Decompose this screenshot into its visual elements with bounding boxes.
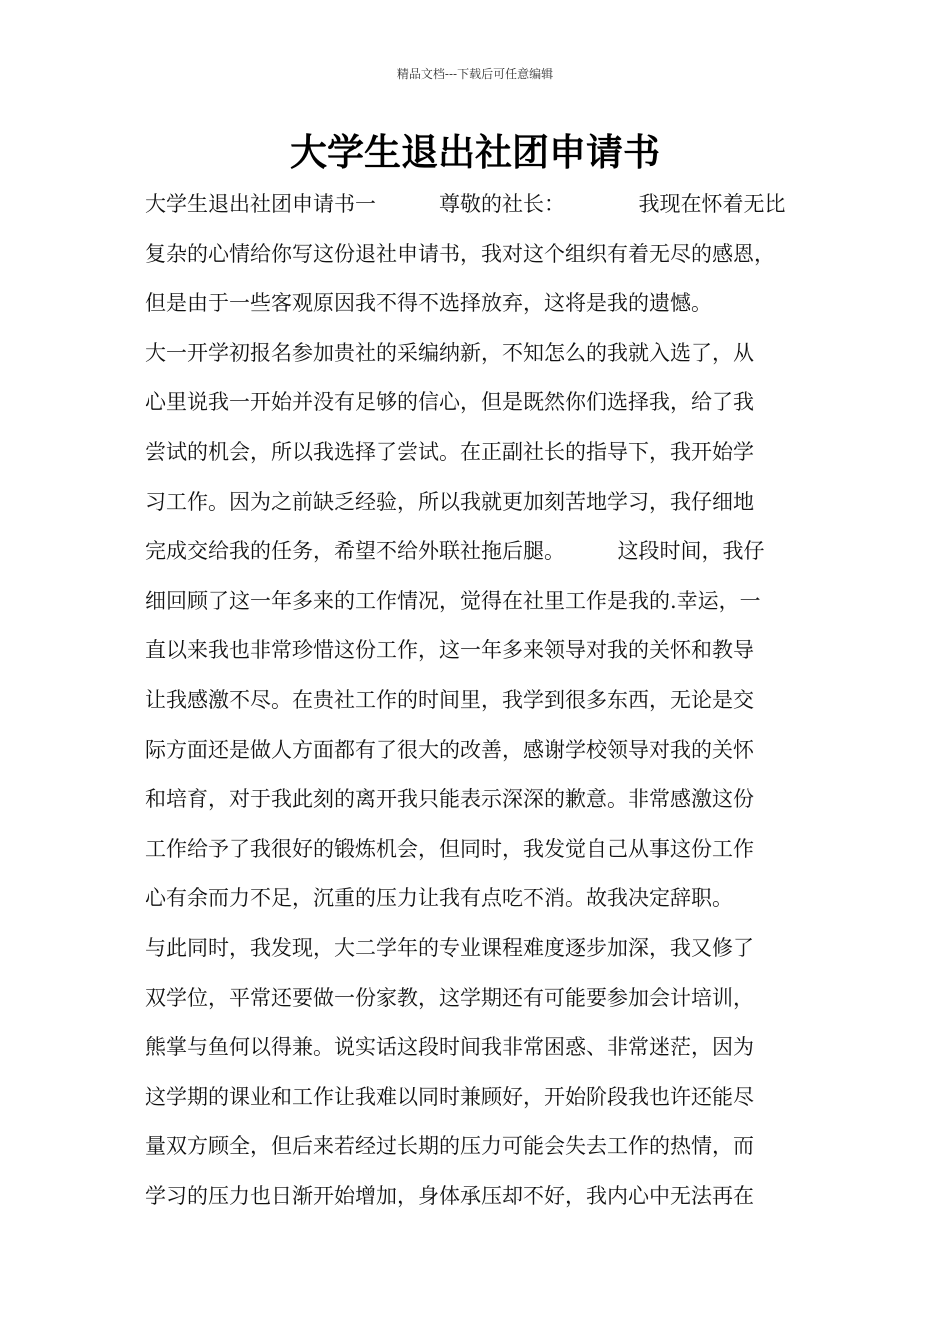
body-line: 心有余而力不足，沉重的压力让我有点吃不消。故我决定辞职。	[145, 886, 733, 911]
page-header: 精品文档---下载后可任意编辑	[396, 67, 554, 81]
body-line: 熊掌与鱼何以得兼。说实话这段时间我非常困惑、非常迷茫，因为	[145, 1035, 754, 1060]
body-line: 际方面还是做人方面都有了很大的改善，感谢学校领导对我的关怀	[145, 737, 754, 762]
body-line: 量双方顾全，但后来若经过长期的压力可能会失去工作的热情，而	[145, 1134, 754, 1159]
body-line: 这学期的课业和工作让我难以同时兼顾好，开始阶段我也许还能尽	[145, 1084, 754, 1109]
body-line: 心里说我一开始并没有足够的信心，但是既然你们选择我，给了我	[145, 390, 754, 415]
body-line: 学习的压力也日渐开始增加，身体承压却不好，我内心中无法再在	[145, 1183, 754, 1208]
body-line: 让我感激不尽。在贵社工作的时间里，我学到很多东西，无论是交	[145, 687, 754, 712]
body-line: 与此同时，我发现，大二学年的专业课程难度逐步加深，我又修了	[145, 935, 754, 960]
body-line: 大一开学初报名参加贵社的采编纳新，不知怎么的我就入选了，从	[145, 340, 754, 365]
body-line: 但是由于一些客观原因我不得不选择放弃，这将是我的遗憾。	[145, 291, 712, 316]
body-line: 尝试的机会，所以我选择了尝试。在正副社长的指导下，我开始学	[145, 439, 754, 464]
body-line: 完成交给我的任务，希望不给外联社拖后腿。 这段时间，我仔	[145, 539, 765, 564]
body-line: 双学位，平常还要做一份家教，这学期还有可能要参加会计培训，	[145, 985, 754, 1010]
body-line: 复杂的心情给你写这份退社申请书，我对这个组织有着无尽的感恩，	[145, 241, 775, 266]
body-line: 习工作。因为之前缺乏经验，所以我就更加刻苦地学习，我仔细地	[145, 489, 754, 514]
body-line: 和培育，对于我此刻的离开我只能表示深深的歉意。非常感激这份	[145, 787, 754, 812]
document-body	[145, 180, 825, 1221]
document-title: 大学生退出社团申请书	[290, 131, 660, 174]
body-line: 工作给予了我很好的锻炼机会，但同时，我发觉自己从事这份工作	[145, 836, 754, 861]
body-line: 大学生退出社团申请书一 尊敬的社长： 我现在怀着无比	[145, 192, 786, 216]
body-line: 细回顾了这一年多来的工作情况，觉得在社里工作是我的.幸运，一	[145, 588, 761, 613]
body-line: 直以来我也非常珍惜这份工作，这一年多来领导对我的关怀和教导	[145, 638, 754, 663]
